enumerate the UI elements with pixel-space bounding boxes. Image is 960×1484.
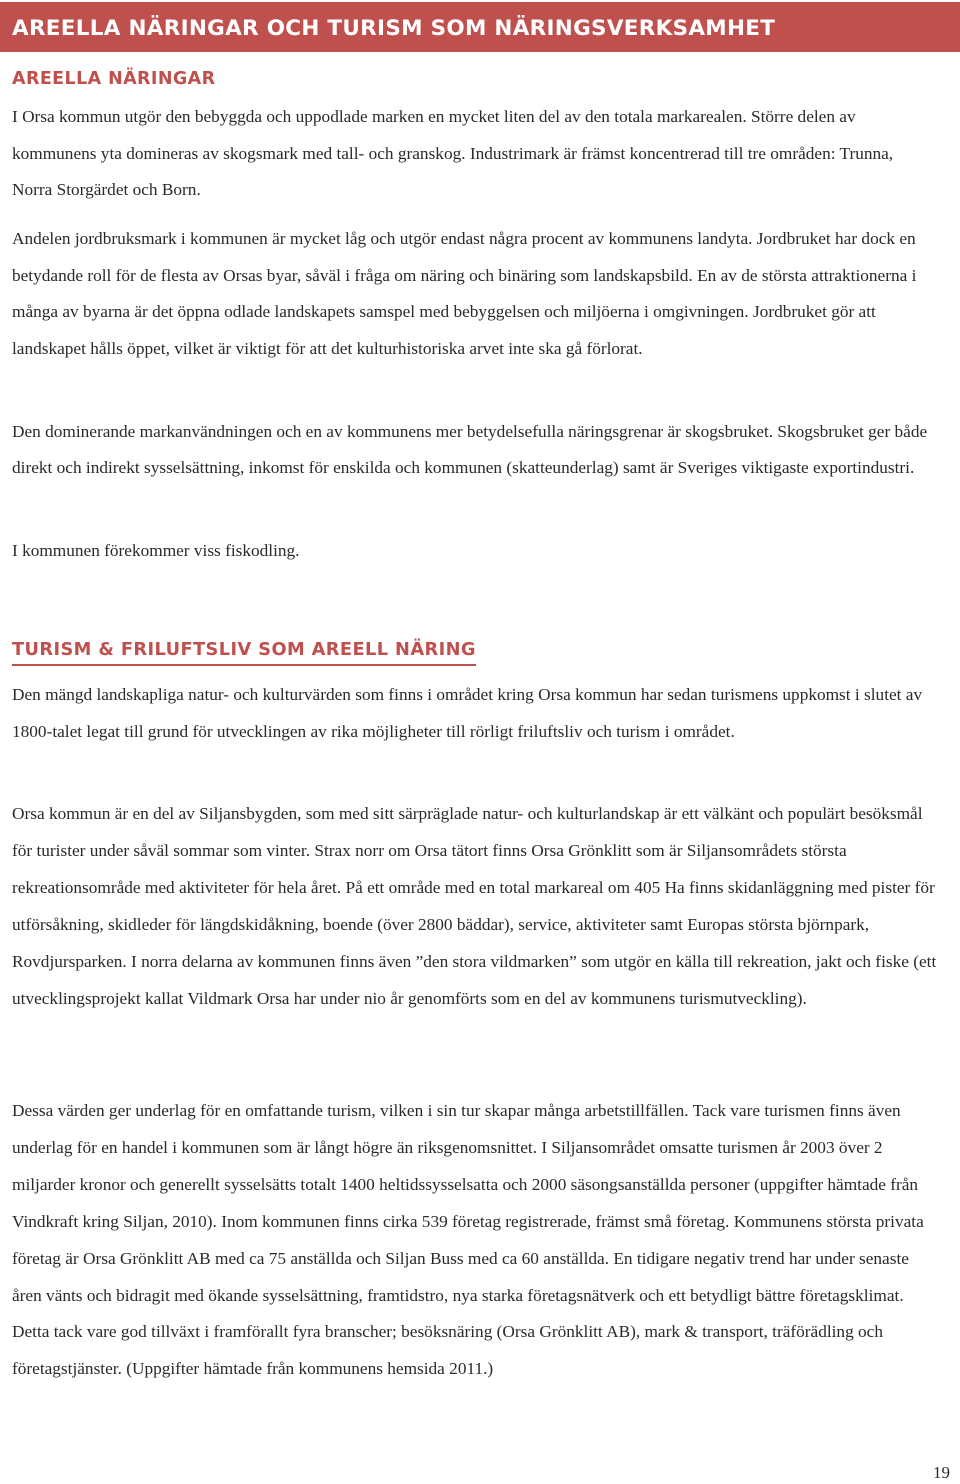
title-banner xyxy=(0,2,960,52)
section-heading-areella-naringar: AREELLA NÄRINGAR xyxy=(12,69,216,89)
document-title: AREELLA NÄRINGAR OCH TURISM SOM NÄRINGSVERKSAMHET xyxy=(12,16,776,41)
paragraph-fiskodling: I kommunen förekommer viss fiskodling. xyxy=(12,541,300,560)
page-number: 19 xyxy=(933,1463,950,1482)
paragraph-markanvandning: I Orsa kommun utgör den bebyggda och uppodlade marken en mycket liten del av den totala markarealen. Större delen av kommunens yta domineras av skogsmark med tall- och granskog. Industrimark är främst koncentrerad till tre områden: Trunna, Norra Storgärdet och Born. xyxy=(12,107,894,199)
paragraph-siljansbygden: Orsa kommun är en del av Siljansbygden, som med sitt särpräglade natur- och kulturlandskap är ett välkänt och populärt besöksmål för turister under såväl sommar som vinter. Strax norr om Orsa tätort finns Orsa Grönklitt som är Siljansområdets största rekreationsområde med aktiviteter för hela året. På ett område med en total markareal om 405 Ha finns skidanläggning med pister för utförsåkning, skidleder för längdskidåkning, boende (över 2800 bäddar), service, aktiviteter samt Europas största björnpark, Rovdjursparken. I norra delarna av kommunen finns även ”den stora vildmarken” som utgör en källa till rekreation, jakt och fiske (ett utvecklingsprojekt kallat Vildmark Orsa har under nio år genomförts som en del av kommunens turismutveckling). xyxy=(12,804,937,1008)
paragraph-jordbruksmark: Andelen jordbruksmark i kommunen är mycket låg och utgör endast några procent av kommunens landyta. Jordbruket har dock en betydande roll för de flesta av Orsas byar, såväl i fråga om näring och binäring som landskapsbild. En av de största attraktionerna i många av byarna är det öppna odlade landskapets samspel med bebyggelsen och miljöerna i omgivningen. Jordbruket gör att landskapet hålls öppet, vilket är viktigt för att det kulturhistoriska arvet inte ska gå förlorat. xyxy=(12,229,917,358)
heading-underline xyxy=(12,664,476,666)
section-heading-turism-friluftsliv: TURISM & FRILUFTSLIV SOM AREELL NÄRING xyxy=(12,637,476,666)
paragraph-skogsbruk: Den dominerande markanvändningen och en av kommunens mer betydelsefulla näringsgrenar är skogsbruket. Skogsbruket ger både direkt och indirekt sysselsättning, inkomst för enskilda och kommunen (skatteunderlag) samt är Sveriges viktigaste exportindustri. xyxy=(12,422,928,477)
paragraph-natur-kulturvarden: Den mängd landskapliga natur- och kulturvärden som finns i området kring Orsa kommun har sedan turismens uppkomst i slutet av 1800-talet legat till grund för utvecklingen av rika möjligheter till rörligt friluftsliv och turism i området. xyxy=(12,685,923,741)
paragraph-turism-arbetstillfallen: Dessa värden ger underlag för en omfattande turism, vilken i sin tur skapar många arbetstillfällen. Tack vare turismen finns även underlag för en handel i kommunen som är långt högre än riksgenomsnittet. I Siljansområdet omsatte turismen år 2003 över 2 miljarder kronor och generellt sysselsätts totalt 1400 heltidssysselsatta och 2000 säsongsanställda personer (uppgifter hämtade från Vindkraft kring Siljan, 2010). Inom kommunen finns cirka 539 företag registrerade, främst små företag. Kommunens största privata företag är Orsa Grönklitt AB med ca 75 anställda och Siljan Buss med ca 60 anställda. En tidigare negativ trend har under senaste åren vänts och bidragit med ökande sysselsättning, framtidstro, nya starka företagsnätverk och ett betydligt bättre företagsklimat. Detta tack vare god tillväxt i framförallt fyra branscher; besöksnäring (Orsa Grönklitt AB), mark & transport, träförädling och företagstjänster. (Uppgifter hämtade från kommunens hemsida 2011.) xyxy=(12,1101,924,1379)
